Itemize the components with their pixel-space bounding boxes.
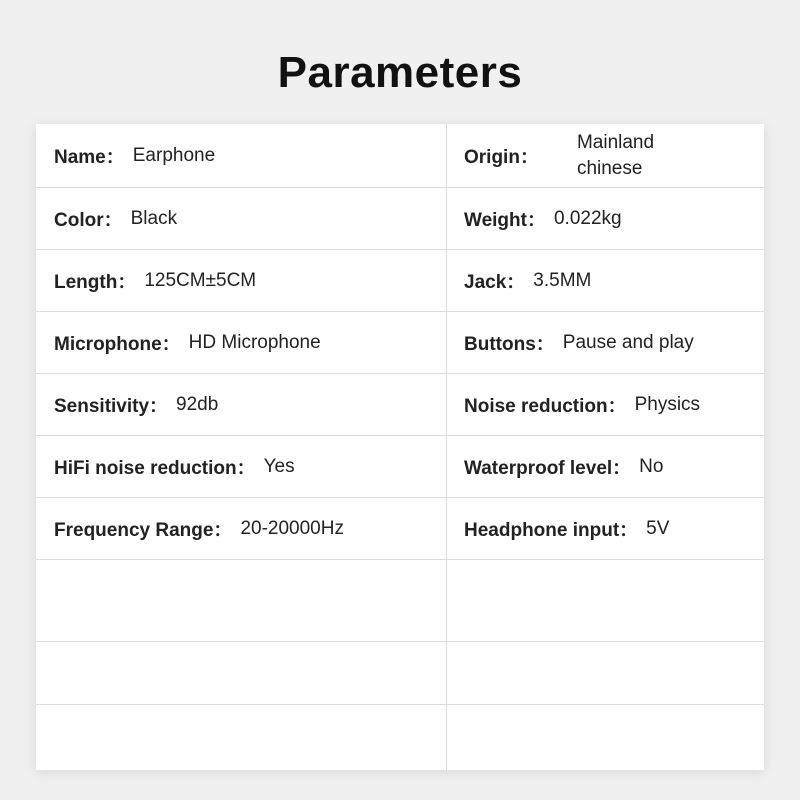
param-value: Physics (634, 393, 701, 415)
table-row (36, 312, 764, 374)
param-jack (464, 250, 754, 311)
param-waterproof-level (464, 436, 754, 497)
param-value: Black (130, 207, 178, 229)
parameters-table (36, 124, 764, 770)
param-label: Buttons： (464, 334, 555, 355)
param-label: Noise reduction： (464, 396, 627, 417)
param-value: 0.022kg (553, 207, 622, 229)
page-title: Parameters (277, 48, 523, 97)
param-value: Mainland chinese (576, 131, 655, 179)
param-value: 20-20000Hz (240, 517, 344, 539)
table-row (36, 374, 764, 436)
param-value: 125CM±5CM (144, 269, 257, 291)
param-label: Weight： (464, 210, 546, 231)
param-value: Pause and play (562, 331, 694, 353)
table-row (36, 250, 764, 312)
param-buttons (464, 312, 754, 373)
param-length (54, 250, 434, 311)
param-hifi-noise-reduction (54, 436, 434, 497)
param-value: 92db (176, 393, 219, 415)
table-row (36, 124, 764, 188)
table-row (36, 436, 764, 498)
param-value: 5V (646, 517, 670, 539)
param-value: 3.5MM (533, 269, 592, 291)
param-value: No (639, 455, 664, 477)
param-label: Frequency Range： (54, 520, 233, 541)
empty-table-row (36, 642, 764, 705)
param-sensitivity (54, 374, 434, 435)
param-label: Origin： (464, 147, 539, 168)
param-headphone-input (464, 498, 754, 559)
param-label: Jack： (464, 272, 526, 293)
table-row (36, 188, 764, 250)
param-value: Yes (263, 455, 295, 477)
param-microphone (54, 312, 434, 373)
param-label: Length： (54, 272, 137, 293)
param-label: Sensitivity： (54, 396, 169, 417)
param-value: Earphone (132, 144, 216, 166)
param-value: HD Microphone (188, 331, 321, 353)
param-name (54, 124, 434, 187)
param-label: Headphone input： (464, 520, 639, 541)
param-label: HiFi noise reduction： (54, 458, 256, 479)
param-frequency-range (54, 498, 434, 559)
table-row (36, 498, 764, 560)
param-label: Waterproof level： (464, 458, 632, 479)
param-label: Color： (54, 210, 123, 231)
param-origin (464, 124, 754, 187)
empty-table-row (36, 560, 764, 642)
param-label: Name： (54, 147, 125, 168)
param-color (54, 188, 434, 249)
param-label: Microphone： (54, 334, 181, 355)
param-noise-reduction (464, 374, 754, 435)
param-weight (464, 188, 754, 249)
